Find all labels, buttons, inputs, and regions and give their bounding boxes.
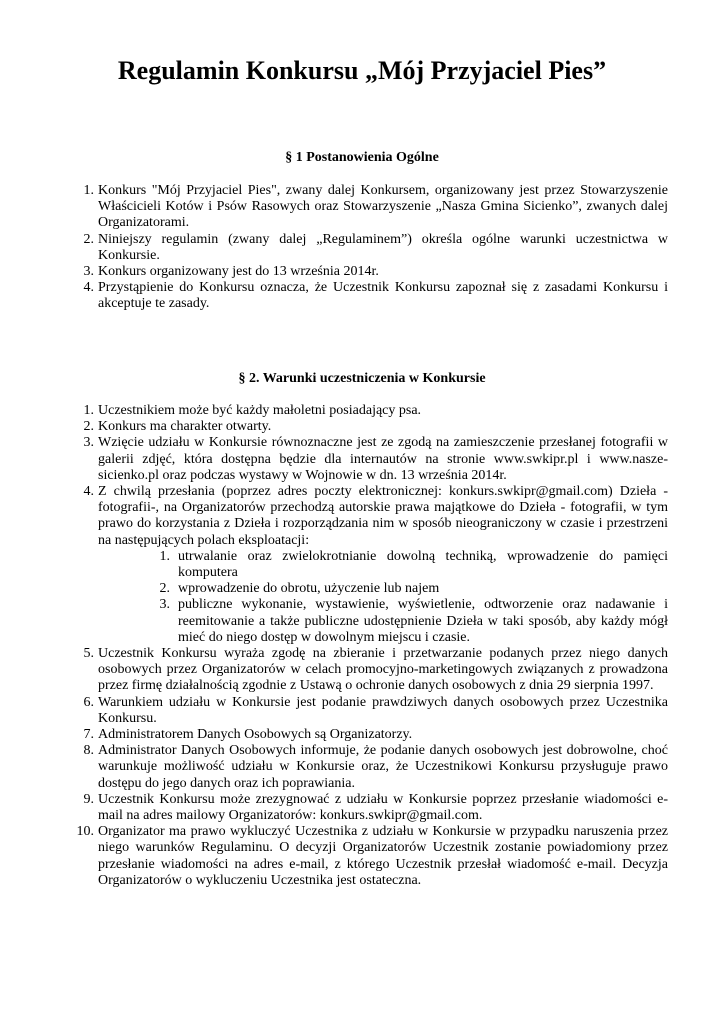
list-item-number: 1. [83,183,94,198]
list-item-number: 3. [83,435,94,451]
list-item-text: Przystąpienie do Konkursu oznacza, że Uczestnik Konkursu zapoznał się z zasadami Konkursu i akceptuje te zasady. [98,280,668,312]
list-item [66,792,668,824]
list-item-number: 7. [83,727,94,743]
list-item-number: 1. [83,403,94,418]
list-item [66,484,668,646]
list-item [66,280,668,312]
list-item [66,419,668,435]
list-item-text: Uczestnik Konkursu może zrezygnować z udziału w Konkursie poprzez przesłanie wiadomości e-mail na adres mailowy Organizatorów: konkurs.swkipr@gmail.com. [98,791,668,824]
list-item-text: Niniejszy regulamin (zwany dalej „Regulaminem”) określa ogólne warunki uczestnictwa w Konkursie. [98,231,668,263]
sub-list-item [156,581,668,597]
list-item-number: 3. [83,264,94,280]
list-item [66,403,668,419]
list-item [66,264,668,280]
list-item-text: Z chwilą przesłania (poprzez adres poczty elektronicznej: konkurs.swkipr@gmail.com) Dzieła - fotografii-, na Organizatorów przechodzą autorskie prawa majątkowe do Dzieła - fotografii, w tym prawo do korzystania z Dzieła i rozporządzania nim w sposób nieograniczony w czasie i przestrzeni na następujących polach eksploatacji: [98,484,668,548]
sub-list-item-text: utrwalanie oraz zwielokrotnianie dowolną techniką, wprowadzenie do pamięci komputera [178,548,668,581]
list-item [66,824,668,889]
list-item-text: Konkurs "Mój Przyjaciel Pies", zwany dalej Konkursem, organizowany jest przez Stowarzyszenie Właścicieli Kotów i Psów Rasowych oraz Stowarzyszenie „Nasza Gmina Sicienko”, zwanych dalej Organizatorami. [98,183,668,231]
sub-list-item-text: wprowadzenie do obrotu, użyczenie lub najem [178,581,440,597]
sub-list-item-number: 3. [159,597,170,613]
sub-list-item-number: 2. [159,581,170,597]
section-2-list [66,403,668,889]
list-item-number: 6. [83,694,94,710]
list-item-text: Organizator ma prawo wykluczyć Uczestnika z udziału w Konkursie w przypadku naruszenia przez niego warunków Regulaminu. O decyzji Organizatorów Uczestnik zostanie powiadomiony przez przesłanie wiadomości na adres e-mail, z którego Uczestnik przesłał wiadomość e-mail. Decyzja Organizatorów o wykluczeniu Uczestnika jest ostateczna. [98,824,668,888]
list-item-text: Uczestnik Konkursu wyraża zgodę na zbieranie i przetwarzanie podanych przez niego danych osobowych przez Organizatorów w celach promocyjno-marketingowych związanych z prowadzona przez firmę działalnością zgodnie z Ustawą o ochronie danych osobowych z dnia 29 sierpnia 1997. [98,646,668,694]
list-item-number: 8. [83,743,94,759]
list-item-text: Uczestnikiem może być każdy małoletni posiadający psa. [98,403,422,418]
section-1-heading: § 1 Postanowienia Ogólne [285,150,439,165]
sub-list-item [156,549,668,581]
list-item-text: Administrator Danych Osobowych informuje, że podanie danych osobowych jest dobrowolne, choć warunkuje możliwość udziału w Konkursie oraz, że Uczestnikowi Konkursu przysługuje prawo dostępu do jego danych oraz ich poprawiania. [98,743,668,791]
list-item-number: 9. [83,791,94,807]
list-item-number: 4. [83,280,94,296]
list-item-number: 2. [83,419,94,435]
sub-list-item-text: publiczne wykonanie, wystawienie, wyświetlenie, odtworzenie oraz nadawanie i reemitowanie a także publiczne udostępnienie Dzieła w taki sposób, aby każdy mógł mieć do niego dostęp w dowolnym miejscu i czasie. [178,597,668,645]
section-1-list [66,183,668,313]
list-item-number: 2. [83,231,94,247]
list-item-number: 4. [83,484,94,500]
list-item-number: 10. [76,824,94,840]
list-item [66,695,668,727]
list-item [66,727,668,743]
list-item [66,435,668,484]
section-2-heading: § 2. Warunki uczestniczenia w Konkursie [238,371,486,386]
sub-list-item-number: 1. [159,548,170,564]
list-item [66,232,668,264]
list-item [66,183,668,232]
list-item [66,743,668,792]
list-item-text: Konkurs organizowany jest do 13 września 2014r. [98,264,379,280]
document-title: Regulamin Konkursu „Mój Przyjaciel Pies” [117,56,607,85]
list-item-text: Warunkiem udziału w Konkursie jest podanie prawdziwych danych osobowych przez Uczestnika Konkursu. [98,694,668,726]
sub-list [98,549,668,646]
list-item [66,646,668,695]
list-item-text: Administratorem Danych Osobowych są Organizatorzy. [98,727,413,743]
list-item-text: Wzięcie udziału w Konkursie równoznaczne jest ze zgodą na zamieszczenie przesłanej fotografii w galerii zdjęć, która dostępna będzie dla internautów na stronie www.swkipr.pl i www.nasze-sicienko.pl oraz podczas wystawy w Wojnowie w dn. 13 września 2014r. [98,435,668,483]
list-item-number: 5. [83,646,94,662]
list-item-text: Konkurs ma charakter otwarty. [98,419,272,435]
sub-list-item [156,597,668,646]
